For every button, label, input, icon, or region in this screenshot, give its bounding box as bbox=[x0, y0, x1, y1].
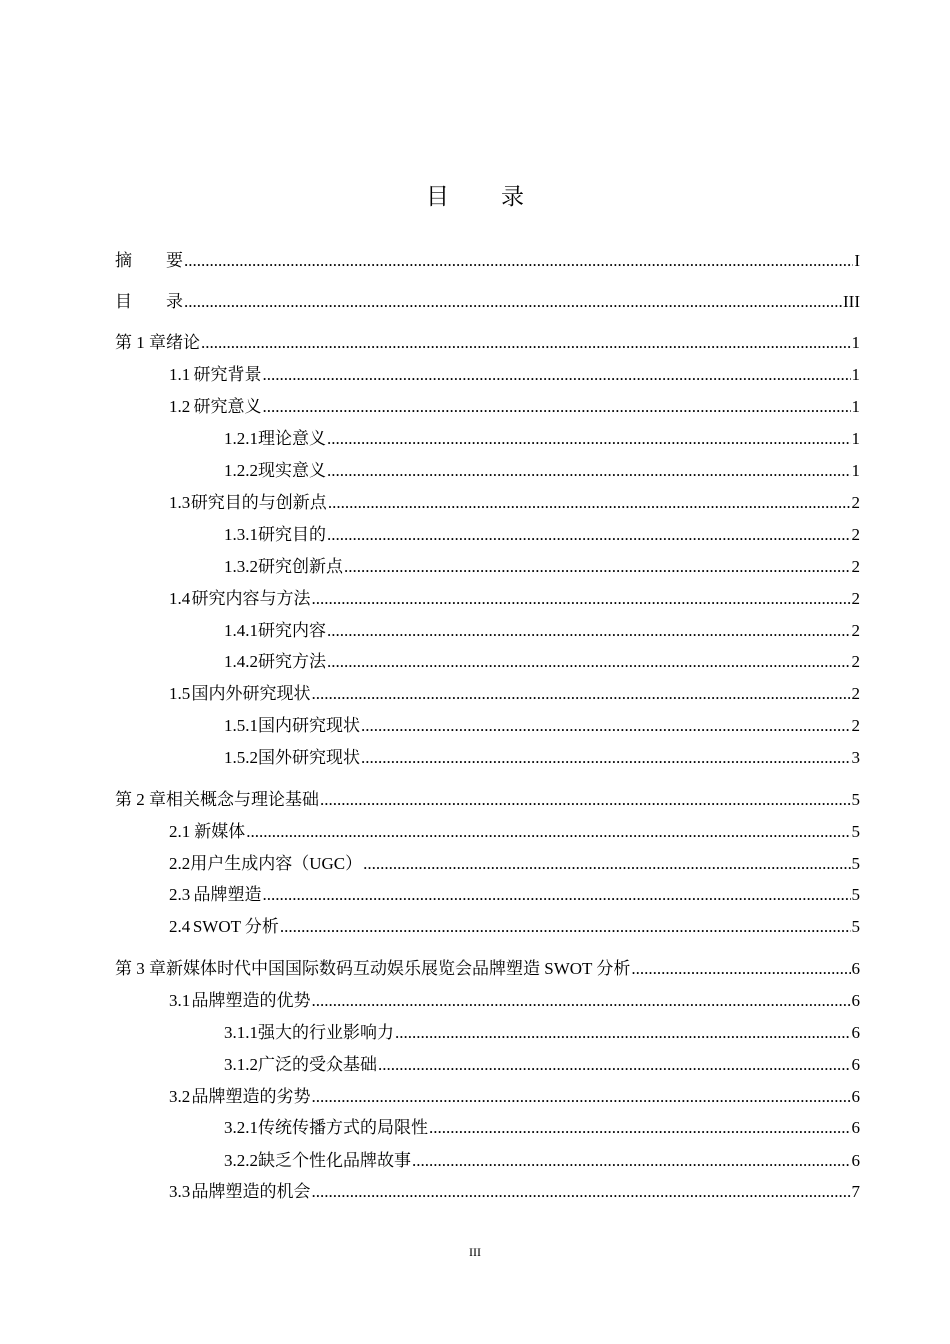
toc-entry[interactable] bbox=[115, 1181, 860, 1203]
toc-entry-title: 国内研究现状 bbox=[258, 716, 360, 735]
toc-entry[interactable] bbox=[115, 1117, 860, 1139]
toc-entry-title: 现实意义 bbox=[258, 461, 326, 480]
toc-entry-number: 1.2.2 bbox=[224, 461, 258, 480]
toc-leader-dots bbox=[184, 250, 853, 272]
toc-entry-page: 1 bbox=[851, 461, 860, 480]
toc-leader-dots bbox=[312, 990, 851, 1012]
toc-entry-number: 1.4.2 bbox=[224, 652, 258, 671]
toc-leader-dots bbox=[263, 396, 851, 418]
toc-entry-title: 研究内容 bbox=[258, 621, 326, 640]
toc-leader-dots bbox=[312, 1086, 851, 1108]
toc-entry[interactable] bbox=[115, 821, 860, 843]
toc-entry-page: 6 bbox=[851, 1087, 860, 1106]
toc-leader-dots bbox=[312, 1181, 851, 1203]
toc-entry-title: 新媒体 bbox=[194, 822, 246, 841]
toc-entry-title: 品牌塑造的优势 bbox=[191, 991, 311, 1010]
toc-entry-title: 摘 要 bbox=[115, 251, 183, 270]
toc-entry-page: 2 bbox=[851, 589, 860, 608]
toc-entry-title: 理论意义 bbox=[258, 429, 326, 448]
toc-entry-page: 3 bbox=[851, 748, 860, 767]
toc-leader-dots bbox=[320, 789, 851, 811]
toc-entry-page: 6 bbox=[851, 991, 860, 1010]
toc-entry[interactable] bbox=[115, 958, 860, 980]
toc-entry-page: 6 bbox=[851, 1023, 860, 1042]
toc-entry-page: 2 bbox=[851, 557, 860, 576]
toc-leader-dots bbox=[312, 683, 851, 705]
toc-entry-number: 2.3 bbox=[169, 885, 191, 904]
toc-entry-page: 2 bbox=[851, 493, 860, 512]
toc-entry-title: SWOT 分析 bbox=[192, 917, 279, 936]
toc-leader-dots bbox=[246, 821, 850, 843]
toc-entry-title: 研究意义 bbox=[193, 397, 262, 416]
toc-entry-title: 新媒体时代中国国际数码互动娱乐展览会品牌塑造 SWOT 分析 bbox=[166, 959, 631, 978]
toc-entry-number: 3.1.2 bbox=[224, 1055, 258, 1074]
toc-leader-dots bbox=[395, 1022, 851, 1044]
toc-entry-title: 国内外研究现状 bbox=[191, 684, 311, 703]
toc-leader-dots bbox=[327, 460, 851, 482]
toc-entry-number: 第 2 章 bbox=[115, 790, 166, 809]
page-number: III bbox=[469, 1245, 481, 1259]
toc-entry-page: 5 bbox=[851, 822, 860, 841]
toc-entry-number: 3.3 bbox=[169, 1182, 191, 1201]
toc-entry-page: 5 bbox=[851, 790, 860, 809]
toc-leader-dots bbox=[327, 620, 851, 642]
toc-entry[interactable] bbox=[115, 683, 860, 705]
toc-leader-dots bbox=[327, 428, 851, 450]
toc-entry-title: 研究目的与创新点 bbox=[190, 493, 327, 512]
toc-entry-page: I bbox=[854, 251, 860, 270]
toc-entry-title: 目 录 bbox=[115, 292, 183, 311]
toc-entry-page: 1 bbox=[851, 365, 860, 384]
toc-entry-number: 3.1.1 bbox=[224, 1023, 258, 1042]
toc-entry-page: 1 bbox=[851, 333, 860, 352]
toc-entry[interactable] bbox=[115, 250, 860, 272]
toc-entry-title: 研究内容与方法 bbox=[191, 589, 311, 608]
toc-entry[interactable] bbox=[115, 1054, 860, 1076]
toc-entry-page: 7 bbox=[851, 1182, 860, 1201]
toc-entry[interactable] bbox=[115, 588, 860, 610]
toc-entry[interactable] bbox=[115, 651, 860, 673]
toc-entry-number: 1.3 bbox=[169, 493, 191, 512]
toc-entry-page: 6 bbox=[851, 1151, 860, 1170]
toc-entry-number: 1.3.1 bbox=[224, 525, 258, 544]
toc-entry-title: 研究背景 bbox=[193, 365, 262, 384]
toc-entry-title: 品牌塑造的劣势 bbox=[191, 1087, 311, 1106]
toc-leader-dots bbox=[361, 747, 851, 769]
toc-entry[interactable] bbox=[115, 990, 860, 1012]
title-char-1: 目 bbox=[426, 184, 449, 209]
page-title bbox=[0, 178, 950, 211]
toc-entry-number: 第 1 章 bbox=[115, 333, 166, 352]
toc-entry-number: 第 3 章 bbox=[115, 959, 166, 978]
toc-entry-number: 1.3.2 bbox=[224, 557, 258, 576]
toc-entry-number: 1.5 bbox=[169, 684, 191, 703]
toc-leader-dots bbox=[263, 364, 851, 386]
toc-entry-number: 3.2.2 bbox=[224, 1151, 258, 1170]
toc-leader-dots bbox=[429, 1117, 851, 1139]
toc-entry-number: 2.1 bbox=[169, 822, 191, 841]
toc-entry-title: 广泛的受众基础 bbox=[258, 1055, 377, 1074]
toc-entry-page: 2 bbox=[851, 621, 860, 640]
toc-entry-title: 缺乏个性化品牌故事 bbox=[258, 1151, 411, 1170]
toc-entry-page: 1 bbox=[851, 429, 860, 448]
toc-entry[interactable] bbox=[115, 291, 860, 313]
toc-entry-number: 1.5.1 bbox=[224, 716, 258, 735]
toc-entry-number: 1.4 bbox=[169, 589, 191, 608]
toc-leader-dots bbox=[184, 291, 842, 313]
toc-leader-dots bbox=[201, 332, 851, 354]
toc-entry[interactable] bbox=[115, 524, 860, 546]
toc-entry-number: 1.2 bbox=[169, 397, 191, 416]
toc-entry[interactable] bbox=[115, 1086, 860, 1108]
toc-entry-title: 绪论 bbox=[166, 333, 200, 352]
toc-entry-title: 品牌塑造 bbox=[193, 885, 262, 904]
toc-leader-dots bbox=[280, 916, 851, 938]
toc-entry-page: 2 bbox=[851, 716, 860, 735]
toc-entry-page: 2 bbox=[851, 652, 860, 671]
toc-leader-dots bbox=[263, 884, 851, 906]
toc-entry-title: 研究方法 bbox=[258, 652, 326, 671]
toc-entry-number: 2.4 bbox=[169, 917, 191, 936]
toc-entry-page: 2 bbox=[851, 525, 860, 544]
toc-entry[interactable] bbox=[115, 884, 860, 906]
toc-entry-number: 3.2 bbox=[169, 1087, 191, 1106]
toc-entry[interactable] bbox=[115, 715, 860, 737]
toc-entry-title: 研究创新点 bbox=[258, 557, 343, 576]
toc-entry-title: 强大的行业影响力 bbox=[258, 1023, 394, 1042]
toc-entry-number: 1.2.1 bbox=[224, 429, 258, 448]
toc-entry-number: 3.2.1 bbox=[224, 1118, 258, 1137]
toc-entry-title: 品牌塑造的机会 bbox=[191, 1182, 311, 1201]
toc-entry-number: 3.1 bbox=[169, 991, 191, 1010]
toc-entry-page: 5 bbox=[851, 885, 860, 904]
toc-entry-title: 用户生成内容（UGC） bbox=[190, 854, 363, 873]
toc-entry-page: 6 bbox=[851, 1055, 860, 1074]
toc-entry-title: 研究目的 bbox=[258, 525, 326, 544]
toc-entry-page: 6 bbox=[851, 1118, 860, 1137]
toc-entry-title: 相关概念与理论基础 bbox=[166, 790, 319, 809]
title-char-2: 录 bbox=[501, 184, 524, 209]
toc-leader-dots bbox=[312, 588, 851, 610]
toc-entry[interactable] bbox=[115, 916, 860, 938]
toc-entry-title: 国外研究现状 bbox=[258, 748, 360, 767]
toc-leader-dots bbox=[361, 715, 851, 737]
toc-leader-dots bbox=[378, 1054, 851, 1076]
toc-entry[interactable] bbox=[115, 428, 860, 450]
toc-entry[interactable] bbox=[115, 620, 860, 642]
toc-leader-dots bbox=[344, 556, 851, 578]
toc-entry[interactable] bbox=[115, 1022, 860, 1044]
toc-entry[interactable] bbox=[115, 492, 860, 514]
toc-entry-number: 1.1 bbox=[169, 365, 191, 384]
toc-entry[interactable] bbox=[115, 747, 860, 769]
toc-entry[interactable] bbox=[115, 396, 860, 418]
toc-entry[interactable] bbox=[115, 1150, 860, 1172]
toc-entry-page: 5 bbox=[851, 917, 860, 936]
toc-entry[interactable] bbox=[115, 789, 860, 811]
toc-leader-dots bbox=[412, 1150, 851, 1172]
toc-entry-number: 2.2 bbox=[169, 854, 191, 873]
toc-entry-page: 2 bbox=[851, 684, 860, 703]
toc-entry-title: 传统传播方式的局限性 bbox=[258, 1118, 428, 1137]
toc-leader-dots bbox=[327, 524, 851, 546]
toc-entry[interactable] bbox=[115, 364, 860, 386]
toc-entry[interactable] bbox=[115, 332, 860, 354]
toc-leader-dots bbox=[631, 958, 850, 980]
toc-leader-dots bbox=[327, 651, 851, 673]
toc-entry-number: 1.4.1 bbox=[224, 621, 258, 640]
toc-entry-page: 5 bbox=[851, 854, 860, 873]
toc-entry-page: 6 bbox=[851, 959, 860, 978]
toc-entry-page: III bbox=[843, 292, 860, 311]
toc-entry-page: 1 bbox=[851, 397, 860, 416]
toc-leader-dots bbox=[363, 853, 850, 875]
toc-leader-dots bbox=[328, 492, 851, 514]
toc-entry[interactable] bbox=[115, 853, 860, 875]
toc-entry-number: 1.5.2 bbox=[224, 748, 258, 767]
toc-entry[interactable] bbox=[115, 556, 860, 578]
toc-entry[interactable] bbox=[115, 460, 860, 482]
